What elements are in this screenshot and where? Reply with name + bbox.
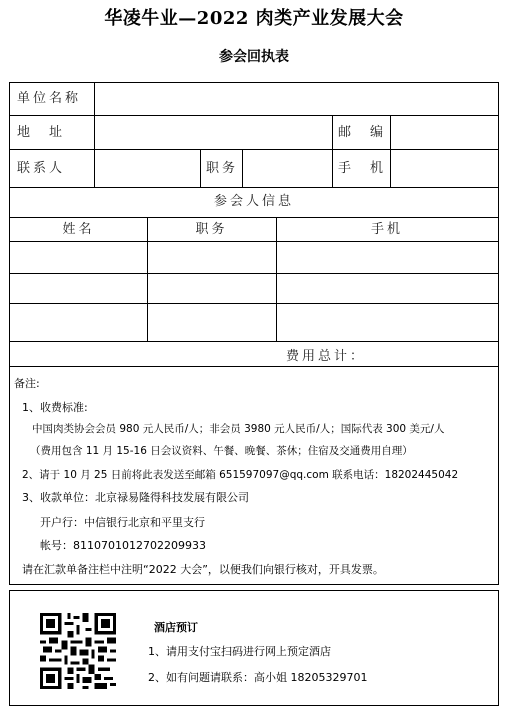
position-label: 职务 xyxy=(206,161,239,176)
company-field[interactable] xyxy=(95,84,497,114)
contact-field[interactable] xyxy=(95,150,199,186)
total-cost-label: 费用总计： xyxy=(286,349,367,364)
fee-standard: 中国肉类协会会员 980 元人民币/人；非会员 3980 元人民币/人；国际代表 300 美元/人 xyxy=(32,423,445,435)
row-divider xyxy=(10,217,498,218)
remittance-remark: 请在汇款单备注栏中注明“2022 大会”，以便我们向银行核对，开具发票。 xyxy=(22,563,384,576)
fee-heading: 1、收费标准: xyxy=(22,401,88,414)
position-field[interactable] xyxy=(243,150,331,186)
notes-heading: 备注: xyxy=(14,377,40,390)
registration-form xyxy=(9,82,499,367)
row-divider xyxy=(10,341,498,342)
contact-label: 联系人 xyxy=(17,161,66,176)
attendee-section-title: 参会人信息 xyxy=(213,194,294,209)
hotel-booking-instruction: 1、请用支付宝扫码进行网上预定酒店 xyxy=(148,645,331,658)
hotel-booking-section xyxy=(9,590,499,706)
column-divider xyxy=(200,149,201,187)
submission-instructions: 2、请于 10 月 25 日前将此表发送至邮箱 651597097@qq.com 联系电话：18202445042 xyxy=(22,469,459,481)
row-divider xyxy=(10,241,498,242)
qr-code-icon[interactable] xyxy=(40,613,116,689)
column-divider xyxy=(332,115,333,187)
row-divider xyxy=(10,303,498,304)
row-divider xyxy=(10,273,498,274)
mobile-field[interactable] xyxy=(391,150,497,186)
notes-section xyxy=(9,367,499,585)
account-number: 帐号：8110701012702209933 xyxy=(40,539,206,552)
column-header-mobile: 手机 xyxy=(370,222,403,237)
column-header-name: 姓名 xyxy=(62,222,95,237)
column-header-position: 职务 xyxy=(195,222,228,237)
payee: 3、收款单位：北京禄易隆得科技发展有限公司 xyxy=(22,491,249,504)
document-subtitle: 参会回执表 xyxy=(219,49,289,65)
row-divider xyxy=(10,187,498,188)
company-label: 单位名称 xyxy=(17,91,82,106)
fee-inclusion: （费用包含 11 月 15-16 日会议资料、午餐、晚餐、茶休；住宿及交通费用自理） xyxy=(30,445,413,457)
bank-name: 开户行：中信银行北京和平里支行 xyxy=(40,516,205,529)
postcode-label: 邮 编 xyxy=(338,125,387,140)
hotel-contact: 2、如有问题请联系：高小姐 18205329701 xyxy=(148,671,368,684)
address-field[interactable] xyxy=(95,116,331,148)
address-label: 地 址 xyxy=(17,125,66,140)
postcode-field[interactable] xyxy=(391,116,497,148)
document-title: 华凌牛业—2022 肉类产业发展大会 xyxy=(104,8,404,29)
mobile-label: 手 机 xyxy=(338,161,387,176)
hotel-heading: 酒店预订 xyxy=(154,621,198,634)
